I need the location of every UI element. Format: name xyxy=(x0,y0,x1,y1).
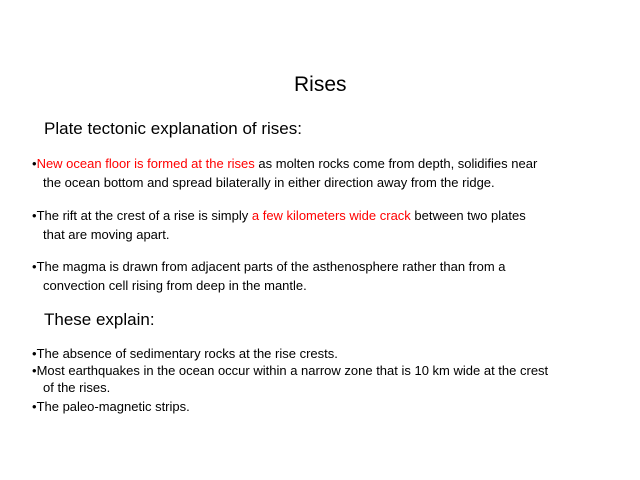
highlight-text: New ocean floor is formed at the rises xyxy=(36,156,255,171)
bullet-earthquakes: •Most earthquakes in the ocean occur within a narrow zone that is 10 km wide at the crest of the rises. xyxy=(32,363,549,395)
section-heading-explain: These explain: xyxy=(44,310,155,329)
bullet-rift-crest: •The rift at the crest of a rise is simply a few kilometers wide crack between two plates that are moving apart. xyxy=(32,208,526,242)
bullet-paleomagnetic: •The paleo-magnetic strips. xyxy=(32,399,190,414)
bullet-magma: •The magma is drawn from adjacent parts of the asthenosphere rather than from a convection cell rising from deep in the mantle. xyxy=(32,259,506,293)
bullet-marker: • xyxy=(32,363,37,378)
section-heading-explanation: Plate tectonic explanation of rises: xyxy=(44,119,302,138)
bullet-sedimentary: •The absence of sedimentary rocks at the rise crests. xyxy=(32,346,338,361)
bullet-marker: • xyxy=(32,156,37,171)
bullet-marker: • xyxy=(32,399,37,414)
highlight-text: a few kilometers wide crack xyxy=(251,208,411,223)
bullet-marker: • xyxy=(32,259,37,274)
bullet-marker: • xyxy=(32,208,37,223)
bullet-marker: • xyxy=(32,346,37,361)
bullet-new-ocean-floor: •New ocean floor is formed at the rises as molten rocks come from depth, solidifies near the ocean bottom and spread bilaterally in either direction away from the ridge. xyxy=(32,156,538,190)
